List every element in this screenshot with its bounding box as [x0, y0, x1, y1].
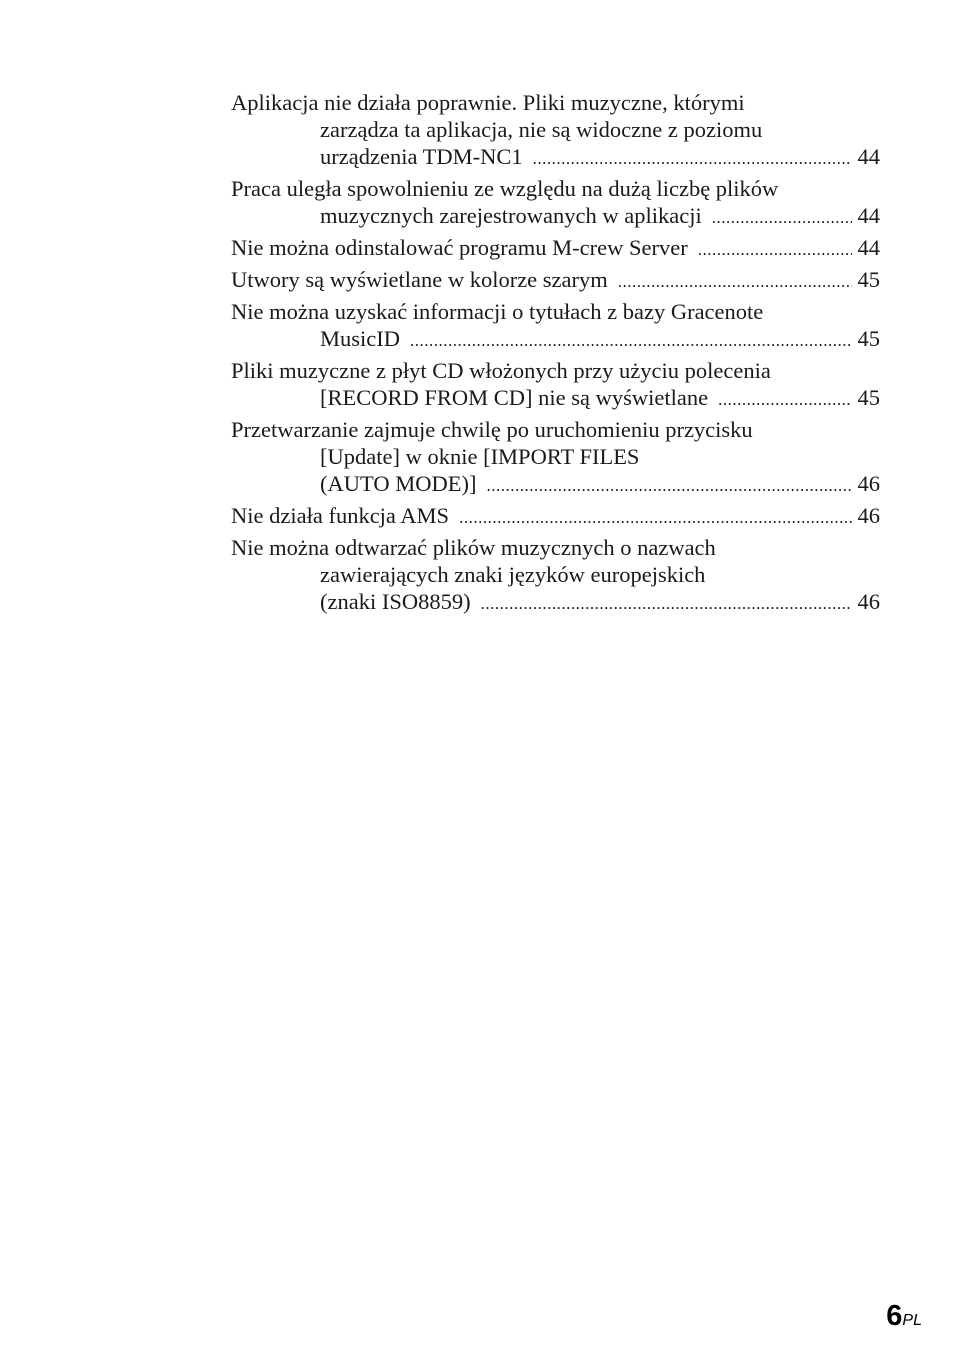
- dot-leader: [481, 590, 852, 617]
- toc-entry[interactable]: [231, 357, 880, 413]
- dot-leader: [712, 204, 852, 231]
- toc-entry-title: MusicID: [320, 326, 400, 351]
- toc-entry-last-line: [231, 143, 880, 172]
- toc-entry-title: Nie działa funkcja AMS: [231, 503, 450, 528]
- toc-entry-last-line: [231, 384, 880, 413]
- dot-leader: [718, 386, 851, 413]
- toc-page-number: 45: [857, 267, 880, 292]
- toc-page-number: 44: [857, 235, 880, 260]
- toc-page-number: 45: [857, 385, 880, 410]
- toc-entry-last-line: [231, 588, 880, 617]
- dot-leader: [459, 504, 851, 531]
- toc-entry-line: Nie można odtwarzać plików muzycznych o nazwach: [231, 535, 716, 560]
- toc-page-number: 46: [857, 503, 880, 528]
- toc-entry[interactable]: [231, 416, 880, 499]
- table-of-contents: [231, 89, 880, 620]
- toc-entry-line: Aplikacja nie działa poprawnie. Pliki muzyczne, którymi: [231, 90, 745, 115]
- dot-leader: [698, 236, 852, 263]
- toc-entry[interactable]: [231, 502, 880, 531]
- page-number-value: 6: [886, 1300, 903, 1332]
- toc-page-number: 44: [857, 203, 880, 228]
- toc-entry[interactable]: [231, 266, 880, 295]
- toc-page-number: 45: [857, 326, 880, 351]
- toc-entry-line: Praca uległa spowolnieniu ze względu na dużą liczbę plików: [231, 176, 779, 201]
- toc-entry-last-line: [231, 234, 880, 263]
- toc-entry-last-line: [231, 502, 880, 531]
- dot-leader: [533, 145, 852, 172]
- toc-entry-line: [Update] w oknie [IMPORT FILES: [320, 444, 640, 469]
- toc-entry-title: (znaki ISO8859): [320, 589, 471, 614]
- toc-entry-title: urządzenia TDM-NC1: [320, 144, 523, 169]
- toc-page-number: 44: [857, 144, 880, 169]
- toc-page-number: 46: [857, 589, 880, 614]
- toc-entry-title: muzycznych zarejestrowanych w aplikacji: [320, 203, 702, 228]
- toc-entry-last-line: [231, 325, 880, 354]
- toc-entry[interactable]: [231, 234, 880, 263]
- toc-entry-line: zarządza ta aplikacja, nie są widoczne z poziomu: [320, 117, 763, 142]
- toc-entry-title: [RECORD FROM CD] nie są wyświetlane: [320, 385, 709, 410]
- page-number: [886, 1300, 922, 1333]
- toc-entry[interactable]: [231, 175, 880, 231]
- toc-entry[interactable]: [231, 298, 880, 354]
- dot-leader: [486, 472, 851, 499]
- toc-entry-title: Utwory są wyświetlane w kolorze szarym: [231, 267, 608, 292]
- dot-leader: [618, 268, 852, 295]
- toc-entry-last-line: [231, 470, 880, 499]
- toc-entry-line: Przetwarzanie zajmuje chwilę po uruchomieniu przycisku: [231, 417, 753, 442]
- toc-entry-last-line: [231, 266, 880, 295]
- toc-entry-line: zawierających znaki języków europejskich: [320, 562, 706, 587]
- toc-entry-last-line: [231, 202, 880, 231]
- toc-entry-title: (AUTO MODE)]: [320, 471, 477, 496]
- dot-leader: [410, 327, 852, 354]
- page-number-suffix: PL: [902, 1312, 922, 1329]
- toc-entry[interactable]: [231, 534, 880, 617]
- toc-page-number: 46: [857, 471, 880, 496]
- toc-entry-line: Pliki muzyczne z płyt CD włożonych przy użyciu polecenia: [231, 358, 771, 383]
- toc-entry[interactable]: [231, 89, 880, 172]
- toc-entry-title: Nie można odinstalować programu M-crew Server: [231, 235, 688, 260]
- toc-entry-line: Nie można uzyskać informacji o tytułach z bazy Gracenote: [231, 299, 764, 324]
